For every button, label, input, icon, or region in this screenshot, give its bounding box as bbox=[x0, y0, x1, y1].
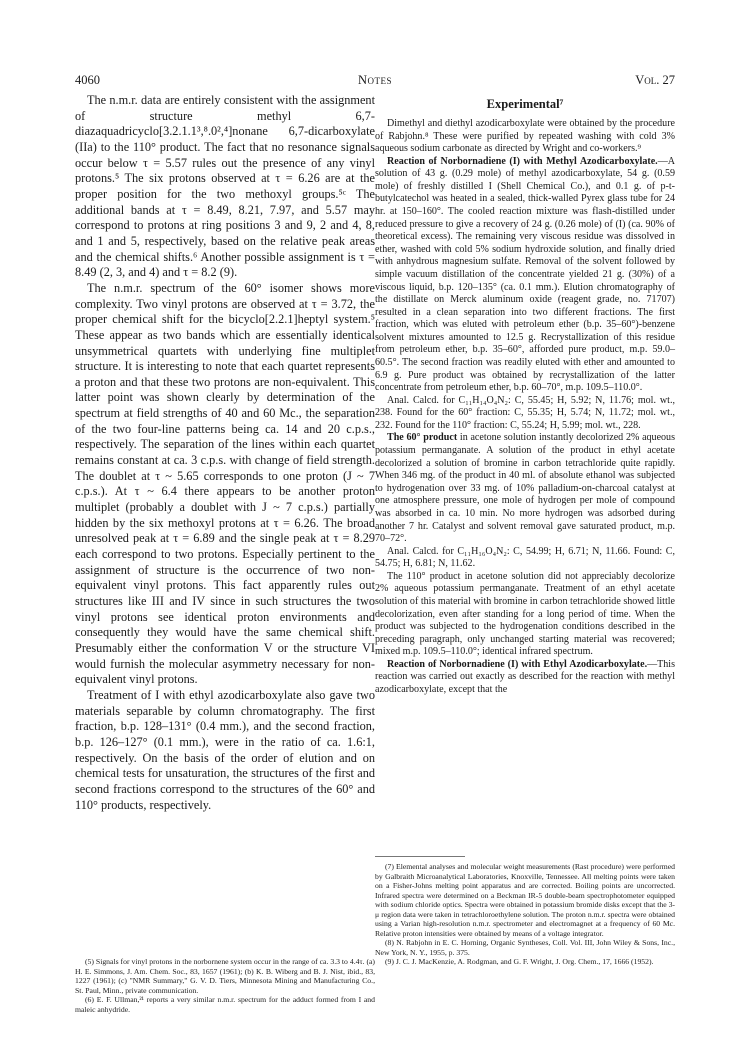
left-footnotes bbox=[75, 957, 375, 1014]
experimental-heading: Experimental⁷ bbox=[486, 97, 564, 111]
paragraph-ethyl-reaction bbox=[375, 659, 675, 697]
run-in-heading-methyl: Reaction of Norbornadiene (I) with Methyl Azodicarboxylate. bbox=[387, 155, 658, 167]
paragraph-110-product: The 110° product in acetone solution did not appreciably decolorize 2% aqueous potassium permanganate. Treatment of an ethyl acetate solution of this material with bromine in carbon tetrachloride showed little decolorization, even after standing for a long period of time. When the product was subjected to the hydrogenation conditions described in the preceding paragraph, only unchanged starting material was recovered; mixed m.p. 109.5–110.0°; identical infrared spectrum. bbox=[375, 570, 675, 658]
paragraph-nmr-110: The n.m.r. data are entirely consistent with the assignment of structure methyl 6,7-diazaquadricyclo[3.2.1.1³,⁸.0²,⁴]nonane 6,7-dicarboxylate (IIa) to the 110° product. The fact that no resonance signals occur below τ = 5.57 rules out the presence of any vinyl protons.⁵ The six protons observed at τ = 6.26 are at the proper position for the two methoxyl groups.⁵ᶜ The additional bands at τ = 8.49, 8.21, 7.97, and 5.57 may correspond to protons at ring positions 3 and 9, 2 and 4, 8, and 1 and 5, respectively, based on the relative peak areas and the chemical shifts.⁶ Another possible assignment is τ = 8.49 (2, 3, and 4) and τ = 8.2 (9). bbox=[75, 93, 375, 280]
paragraph-60-product bbox=[375, 432, 675, 545]
methyl-reaction-text: —A solution of 43 g. (0.29 mole) of methyl azodicarboxylate, 54 g. (0.59 mole) of freshly distilled I (Shell Chemical Co.), and 0.1 g. of p-t-butylcatechol was heated in a sealed, thick-walled Pyrex glass tube for 24 hr. at 150–160°. The cooled reaction mixture was flash-distilled under reduced pressure to give a recovery of 24 g. (0.26 mole) of (I) (ca. 90% of theoretical excess). The remaining very viscous residue was dissolved in ether, washed with cold 5% sodium hydroxide solution, and finally dried with anhydrous magnesium sulfate. Removal of the solvent followed by simple vacuum distillation of the concentrate yielded 21 g. (30%) of a viscous liquid, b.p. 120–135° (ca. 0.1 mm.). Elution chromatography of the distillate on Merck aluminum oxide (reagent grade, no. 71707) resulted in a clean separation into two different fractions. The first fraction, which was eluted with petroleum ether (b.p. 35–60°)-benzene solvent mixtures amounted to 12.5 g. Recrystallization of this residue from petroleum ether, b.p. 35–60°, afforded pure product, m.p. 59.0–60.5°. The second fraction was readily eluted with ether and amounted to 6.9 g. Pure product was obtained by recrystallization of the latter concentrate from petroleum ether, b.p. 60–70°, m.p. 109.5–110.0°. bbox=[375, 155, 675, 394]
footnote-8: (8) N. Rabjohn in E. C. Horning, Organic Syntheses, Coll. Vol. III, John Wiley & Sons, Inc., New York, N. Y., 1955, p. 375. bbox=[375, 938, 675, 957]
right-column bbox=[375, 93, 675, 697]
60-product-text: in acetone solution instantly decolorized 2% aqueous potassium permanganate. A solution of the product in ethyl acetate decolorized a solution of bromine in carbon tetrachloride quite rapidly. When 346 mg. of the product in 40 ml. of absolute ethanol was subjected to hydrogenation over 33 mg. of 10% palladium-on-charcoal catalyst at one atmosphere pressure, one mole of hydrogen per mole of compound was absorbed in ca. 10 min. No more hydrogen was adsorbed during another 7 hr. Catalyst and solvent removal gave saturated product, m.p. 70–72°. bbox=[375, 432, 675, 545]
paragraph-reagents: Dimethyl and diethyl azodicarboxylate were obtained by the procedure of Rabjohn.⁸ These were purified by repeated washing with cold 3% aqueous sodium carbonate as directed by Wright and co-workers.⁹ bbox=[375, 118, 675, 155]
paragraph-methyl-reaction bbox=[375, 156, 675, 395]
paragraph-anal-2: Anal. Calcd. for C₁₁H₁₆O₄N₂: C, 54.99; H, 6.71; N, 11.66. Found: C, 54.75; H, 6.81; N, 11.62. bbox=[375, 545, 675, 570]
run-in-heading-60: The 60° product bbox=[387, 432, 458, 444]
running-header bbox=[75, 73, 675, 89]
left-column bbox=[75, 93, 375, 813]
paragraph-nmr-60: The n.m.r. spectrum of the 60° isomer shows more complexity. Two vinyl protons are observed at τ = 3.72, the proper chemical shift for the bicyclo[2.2.1]heptyl system.⁵ These appear as two bands which are essentially identical unsymmetrical quartets with underlying fine multiplet structure. It is interesting to note that each quartet represents a proton and that these two protons are non-equivalent. This latter point was shown clearly by determination of the spectrum at field strengths of 40 and 60 Mc., the separation of the two four-line patterns being ca. 14 and 20 c.p.s., respectively. The separation of the lines within each quartet remains constant at ca. 3 c.p.s. with change of field strength. The doublet at τ ~ 5.65 corresponds to one proton (J ~ 7 c.p.s.). At τ ~ 6.4 there appears to be another proton multiplet (probably a doublet with J ~ 7 c.p.s.) partially hidden by the six methoxyl protons at τ = 6.26. The broad unresolved peak at τ = 6.89 and the single peak at τ = 8.29 each correspond to two protons. Especially pertinent to the assignment of structure is the occurrence of two non-equivalent vinyl protons. This fact apparently rules out structures like III and IV since in such structures the two vinyl protons see identical proton environments and consequently they would have the same chemical shift. Presumably either the conformation V or the structure VI would furnish the molecular asymmetry necessary for non-equivalent vinyl protons. bbox=[75, 280, 375, 687]
right-footnotes bbox=[375, 856, 675, 967]
footnote-7: (7) Elemental analyses and molecular weight measurements (Rast procedure) were performed by Galbraith Microanalytical Laboratories, Knoxville, Tennessee. All melting points were taken on a Fisher-Johns melting point apparatus and are corrected. Boiling points are uncorrected. Infrared spectra were determined on a Beckman IR-5 double-beam spectrophotometer equipped with sodium chloride optics. Spectra were obtained in potassium bromide disks except that the 3-μ region data were taken in tetrachloroethylene solution. The proton n.m.r. spectra were obtained using a Varian high-resolution n.m.r. spectrometer and electromagnet at a frequency of 60 Mc. Relative proton intensities were obtained by means of a voltage integrator. bbox=[375, 862, 675, 938]
run-in-heading-ethyl: Reaction of Norbornadiene (I) with Ethyl Azodicarboxylate. bbox=[387, 658, 648, 670]
footnote-6: (6) E. F. Ullman,²¹ reports a very similar n.m.r. spectrum for the adduct formed from I and maleic anhydride. bbox=[75, 995, 375, 1014]
volume-label: Vol. 27 bbox=[635, 73, 675, 87]
paragraph-anal-1: Anal. Calcd. for C₁₁H₁₄O₄N₂: C, 55.45; H, 5.92; N, 11.76; mol. wt., 238. Found for the 60° fraction: C, 55.35; H, 5.74; N, 11.72; mol. wt., 232. Found for the 110° fraction: C, 55.24; H, 5.99; mol. wt., 228. bbox=[375, 394, 675, 431]
page-number: 4060 bbox=[75, 73, 100, 87]
footnote-9: (9) J. C. J. MacKenzie, A. Rodgman, and G. F. Wright, J. Org. Chem., 17, 1666 (1952). bbox=[385, 957, 654, 967]
paragraph-ethyl-treatment: Treatment of I with ethyl azodicarboxylate also gave two materials separable by column chromatography. The first fraction, b.p. 128–131° (0.4 mm.), and the second fraction, b.p. 126–127° (0.1 mm.), were in the ratio of ca. 1.6:1, respectively. On the basis of the order of elution and on chemical tests for unsaturation, the structures of the first and second fractions correspond to the structures of the 60° and 110° products, respectively. bbox=[75, 687, 375, 812]
footnote-5: (5) Signals for vinyl protons in the norbornene system occur in the range of ca. 3.3 to 4.4τ. (a) H. E. Simmons, J. Am. Chem. Soc., 83, 1657 (1961); (b) K. B. Wiberg and B. J. Nist, ibid., 83, 1227 (1961); (c) "NMR Summary," G. V. D. Tiers, Minnesota Mining and Manufacturing Co., St. Paul, Minn., private communication. bbox=[75, 957, 375, 995]
ethyl-reaction-text: —This reaction was carried out exactly as described for the reaction with methyl azodicarboxylate, except that the bbox=[375, 658, 675, 696]
section-title: Notes bbox=[357, 73, 393, 87]
footnote-rule bbox=[375, 856, 465, 857]
